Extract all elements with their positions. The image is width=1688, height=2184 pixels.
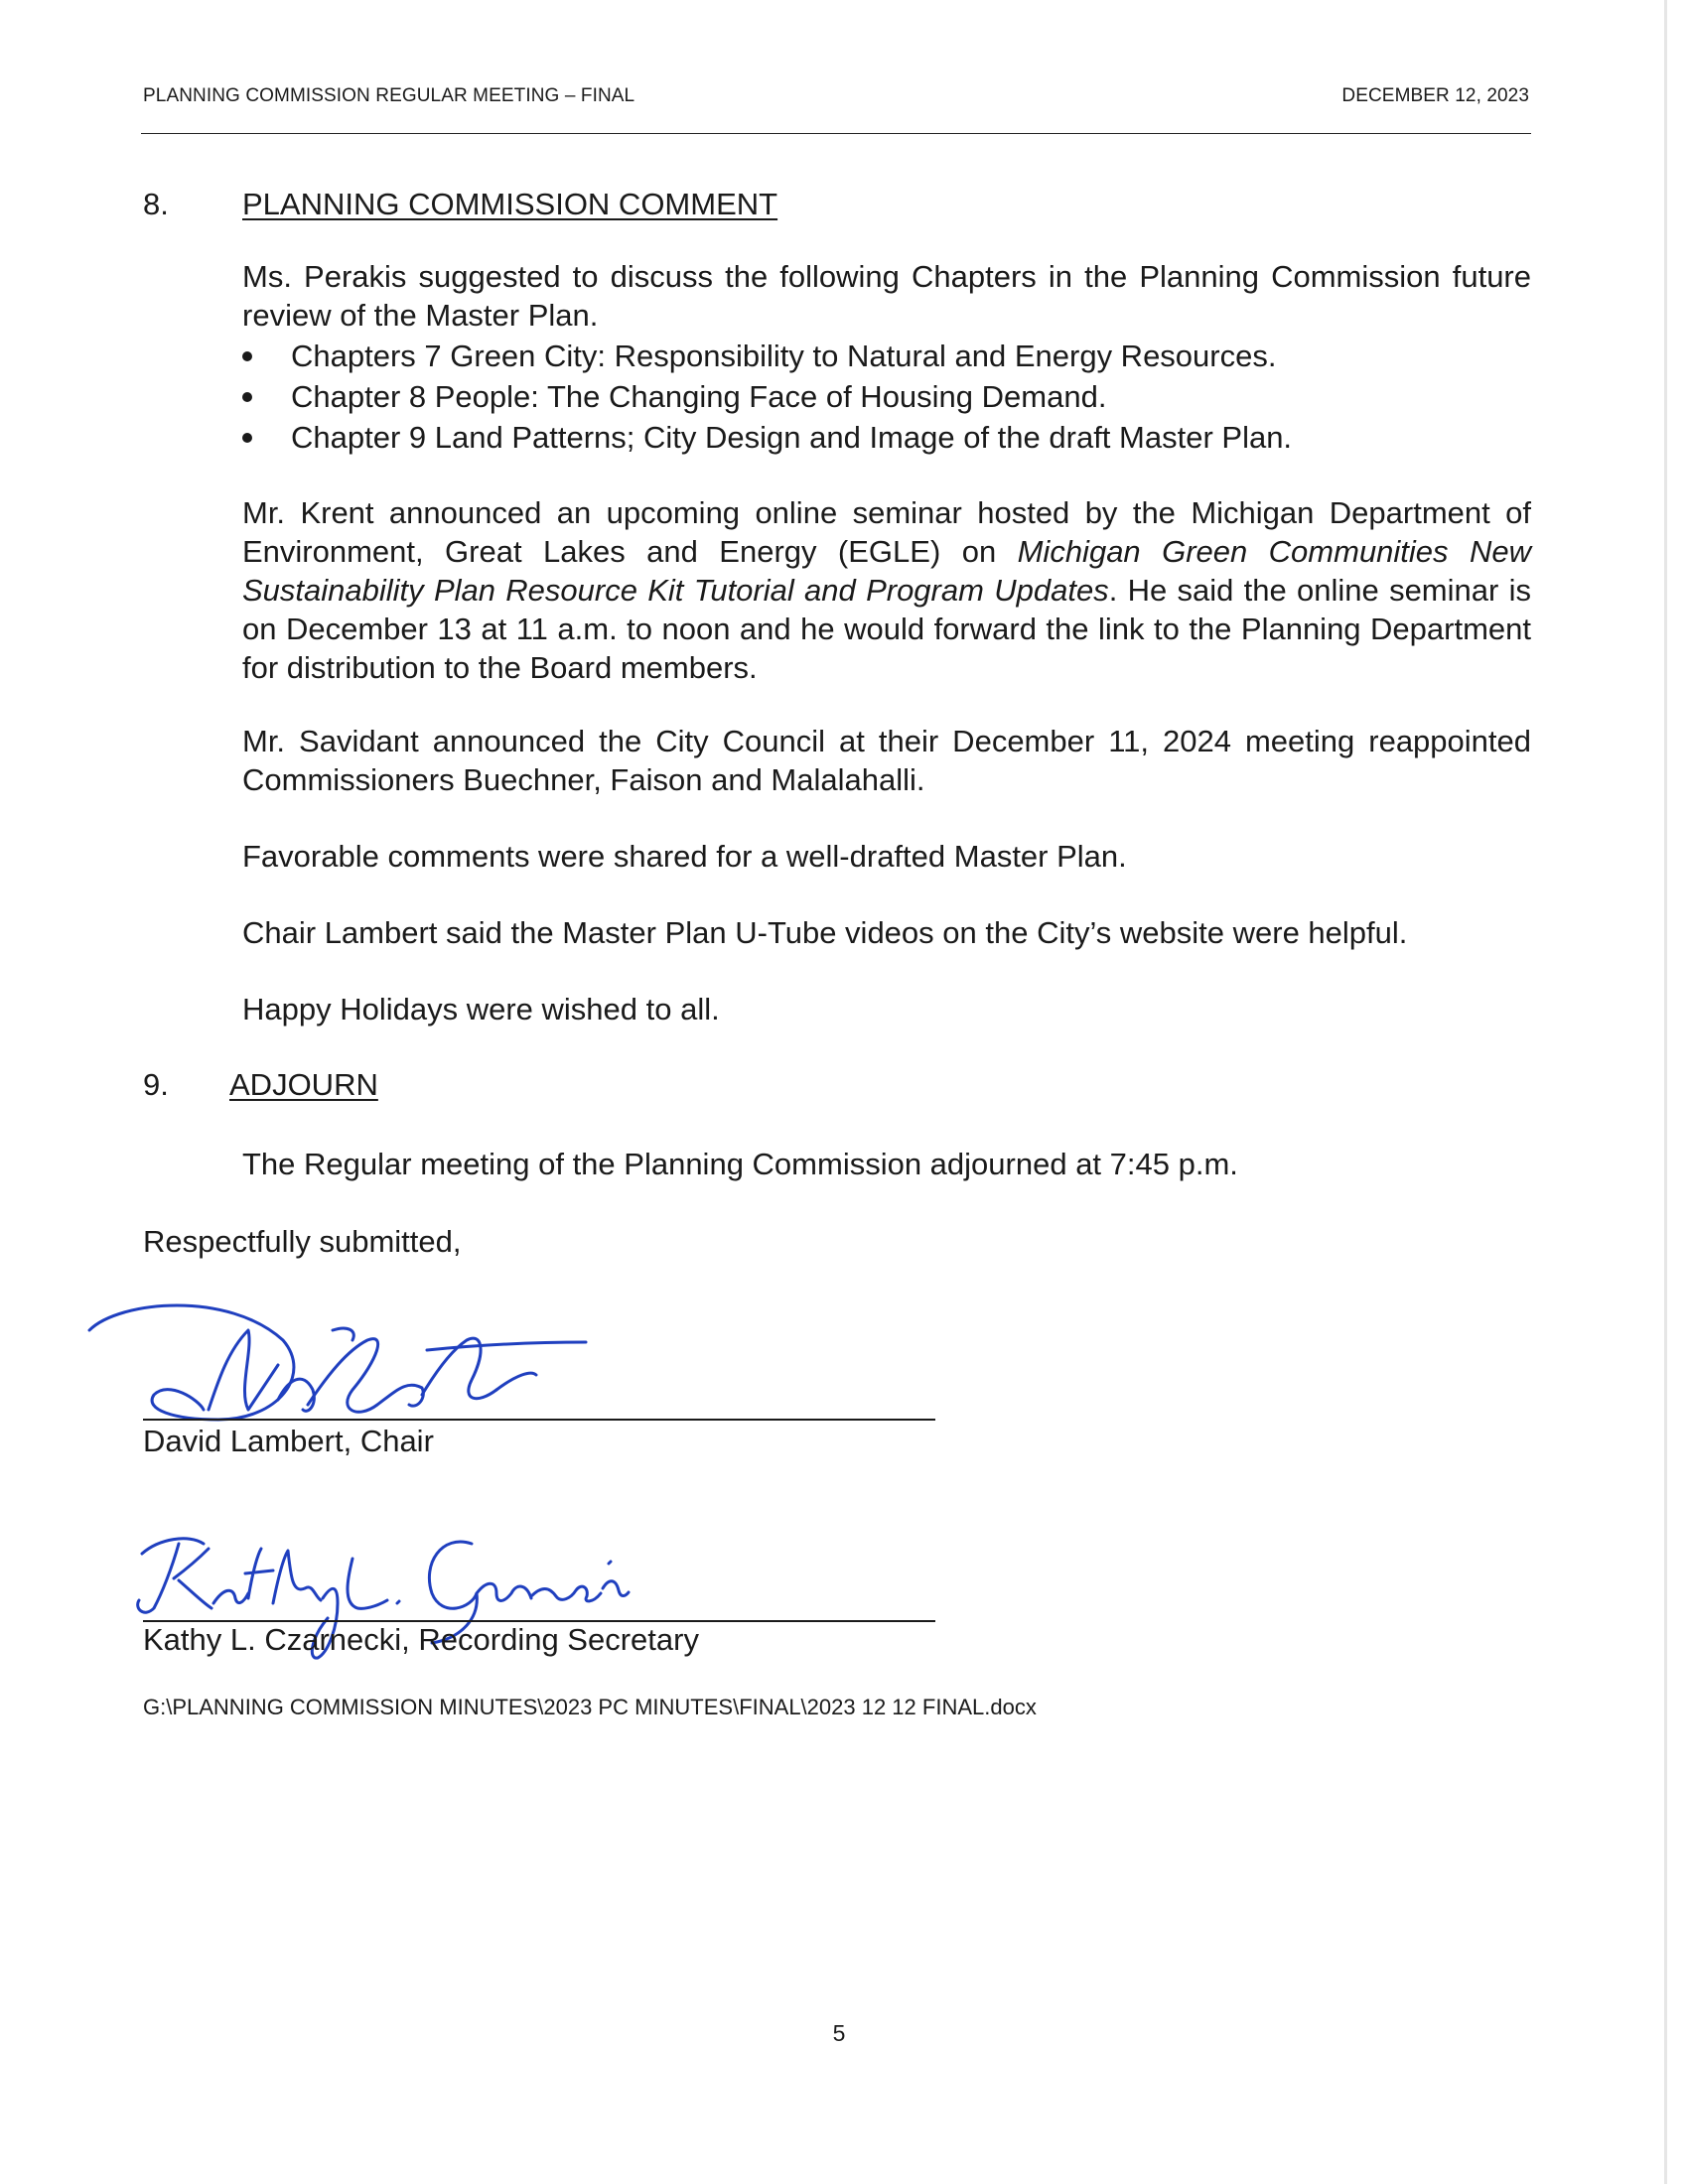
bullet-icon: [242, 351, 252, 361]
secretary-name: Kathy L. Czarnecki, Recording Secretary: [143, 1622, 699, 1657]
chair-name: David Lambert, Chair: [143, 1424, 434, 1458]
adjourn-paragraph: The Regular meeting of the Planning Commission adjourned at 7:45 p.m.: [242, 1147, 1238, 1181]
file-path: G:\PLANNING COMMISSION MINUTES\2023 PC MINUTES\FINAL\2023 12 12 FINAL.docx: [143, 1695, 1037, 1719]
list-item: Chapter 8 People: The Changing Face of Housing Demand.: [242, 376, 1531, 417]
list-item: Chapter 9 Land Patterns; City Design and Image of the draft Master Plan.: [242, 417, 1531, 458]
savidant-paragraph: Mr. Savidant announced the City Council at their December 11, 2024 meeting reappointed Commissioners Buechner, Faison and Malalahalli.: [242, 724, 1531, 797]
section-8-number: 8.: [143, 187, 169, 221]
bullet-icon: [242, 392, 252, 402]
closing-text: Respectfully submitted,: [143, 1224, 462, 1259]
section-9-title: ADJOURN: [229, 1067, 378, 1102]
header-rule: [141, 133, 1531, 134]
section-8-title: PLANNING COMMISSION COMMENT: [242, 187, 778, 221]
section-9-number: 9.: [143, 1067, 169, 1102]
page-number: 5: [832, 2020, 846, 2046]
list-item: Chapters 7 Green City: Responsibility to Natural and Energy Resources.: [242, 336, 1531, 376]
chair-signature-image: [79, 1271, 606, 1439]
bullet-icon: [242, 433, 252, 443]
holidays-paragraph: Happy Holidays were wished to all.: [242, 992, 720, 1026]
header-date: DECEMBER 12, 2023: [1341, 85, 1529, 106]
krent-paragraph: Mr. Krent announced an upcoming online seminar hosted by the Michigan Department of Environment, Great Lakes and Energy (EGLE) on Michigan Green Communities New Sustainability Plan Resource Kit Tutorial and Program Updates. He said the online seminar is on December 13 at 11 a.m. to noon and he would forward the link to the Planning Department for distribution to the Board members.: [242, 495, 1531, 685]
chapter-list: [242, 336, 1531, 458]
lambert-paragraph: Chair Lambert said the Master Plan U-Tube videos on the City’s website were helpful.: [242, 915, 1408, 950]
scan-edge: [1664, 0, 1667, 2184]
favorable-paragraph: Favorable comments were shared for a well-drafted Master Plan.: [242, 839, 1127, 874]
header-title: PLANNING COMMISSION REGULAR MEETING – FINAL: [143, 85, 635, 106]
seminar-title: Michigan Green Communities New Sustainability Plan Resource Kit Tutorial and Program Updates: [242, 534, 1531, 608]
signature-line: [143, 1419, 935, 1421]
perakis-paragraph: Ms. Perakis suggested to discuss the following Chapters in the Planning Commission future review of the Master Plan.: [242, 259, 1531, 333]
